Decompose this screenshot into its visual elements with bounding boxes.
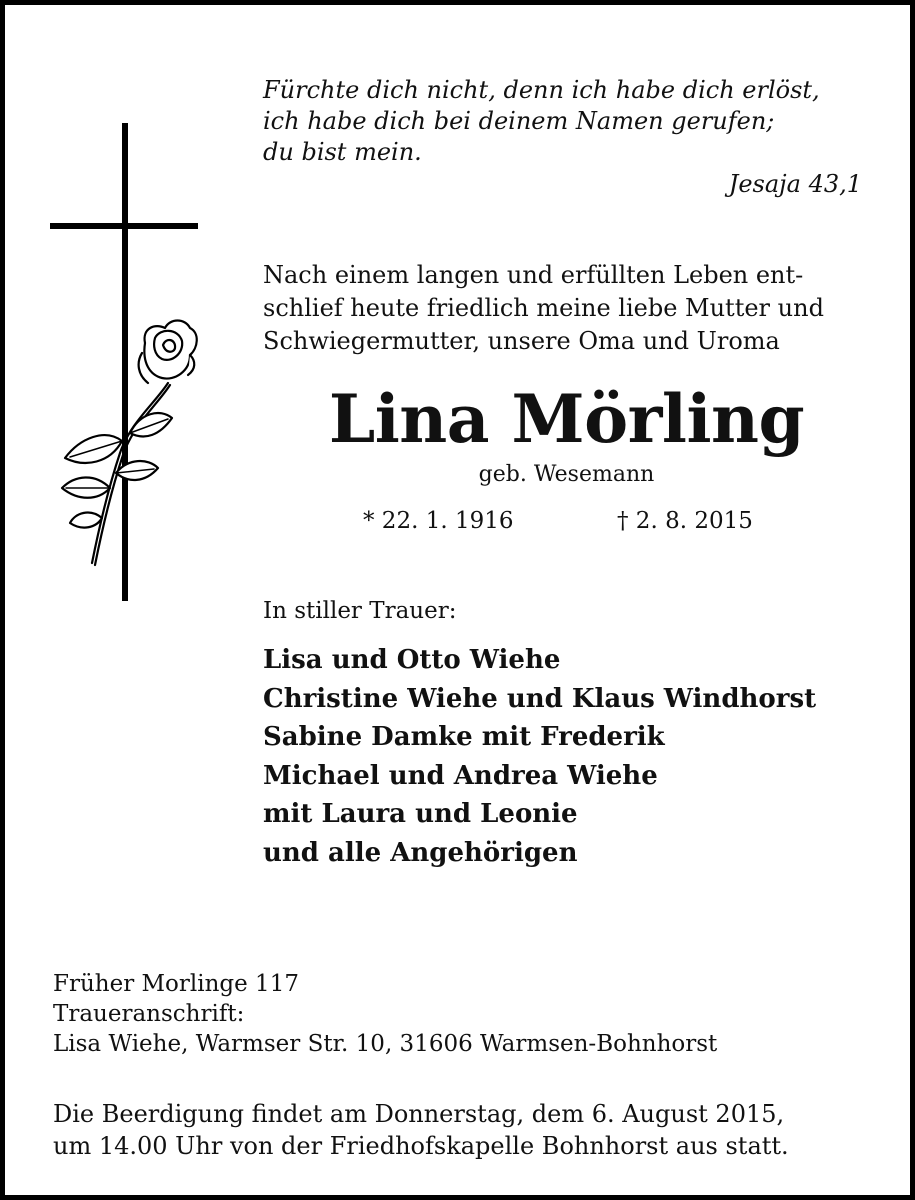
mourner-line: Christine Wiehe und Klaus Windhorst [263,683,817,714]
deceased-name: Lina Mörling [328,380,805,458]
cross-with-rose-icon [50,123,210,605]
birth-date: * 22. 1. 1916 [363,508,514,534]
intro-text [263,259,824,358]
rose-icon [62,321,197,566]
mourning-address [53,969,717,1059]
address-line: Traueranschrift: [53,1001,245,1027]
death-date: † 2. 8. 2015 [617,508,753,534]
address-line: Früher Morlinge 117 [53,971,299,997]
mourner-line: und alle Angehörigen [263,837,578,868]
mourning-heading: In stiller Trauer: [263,598,457,624]
funeral-line: um 14.00 Uhr von der Friedhofskapelle Bohnhorst aus statt. [53,1132,789,1160]
funeral-info [53,1098,789,1162]
birth-name: geb. Wesemann [478,462,655,487]
mourner-line: Lisa und Otto Wiehe [263,645,561,675]
mourners-list [263,641,816,872]
funeral-line: Die Beerdigung findet am Donnerstag, dem 6. August 2015, [53,1100,785,1128]
verse-line: Fürchte dich nicht, denn ich habe dich erlöst, [263,76,820,104]
mourner-line: Sabine Damke mit Frederik [263,722,665,752]
bible-verse [263,75,820,168]
intro-line: Nach einem langen und erfüllten Leben ent- [263,261,804,289]
verse-line: ich habe dich bei deinem Namen gerufen; [263,107,775,135]
intro-line: Schwiegermutter, unsere Oma und Uroma [263,327,780,355]
intro-line: schlief heute friedlich meine liebe Mutter und [263,294,824,322]
mourner-line: Michael und Andrea Wiehe [263,760,658,791]
mourner-line: mit Laura und Leonie [263,799,578,829]
verse-line: du bist mein. [263,138,422,166]
address-line: Lisa Wiehe, Warmser Str. 10, 31606 Warmsen-Bohnhorst [53,1031,718,1057]
verse-reference: Jesaja 43,1 [728,170,862,198]
